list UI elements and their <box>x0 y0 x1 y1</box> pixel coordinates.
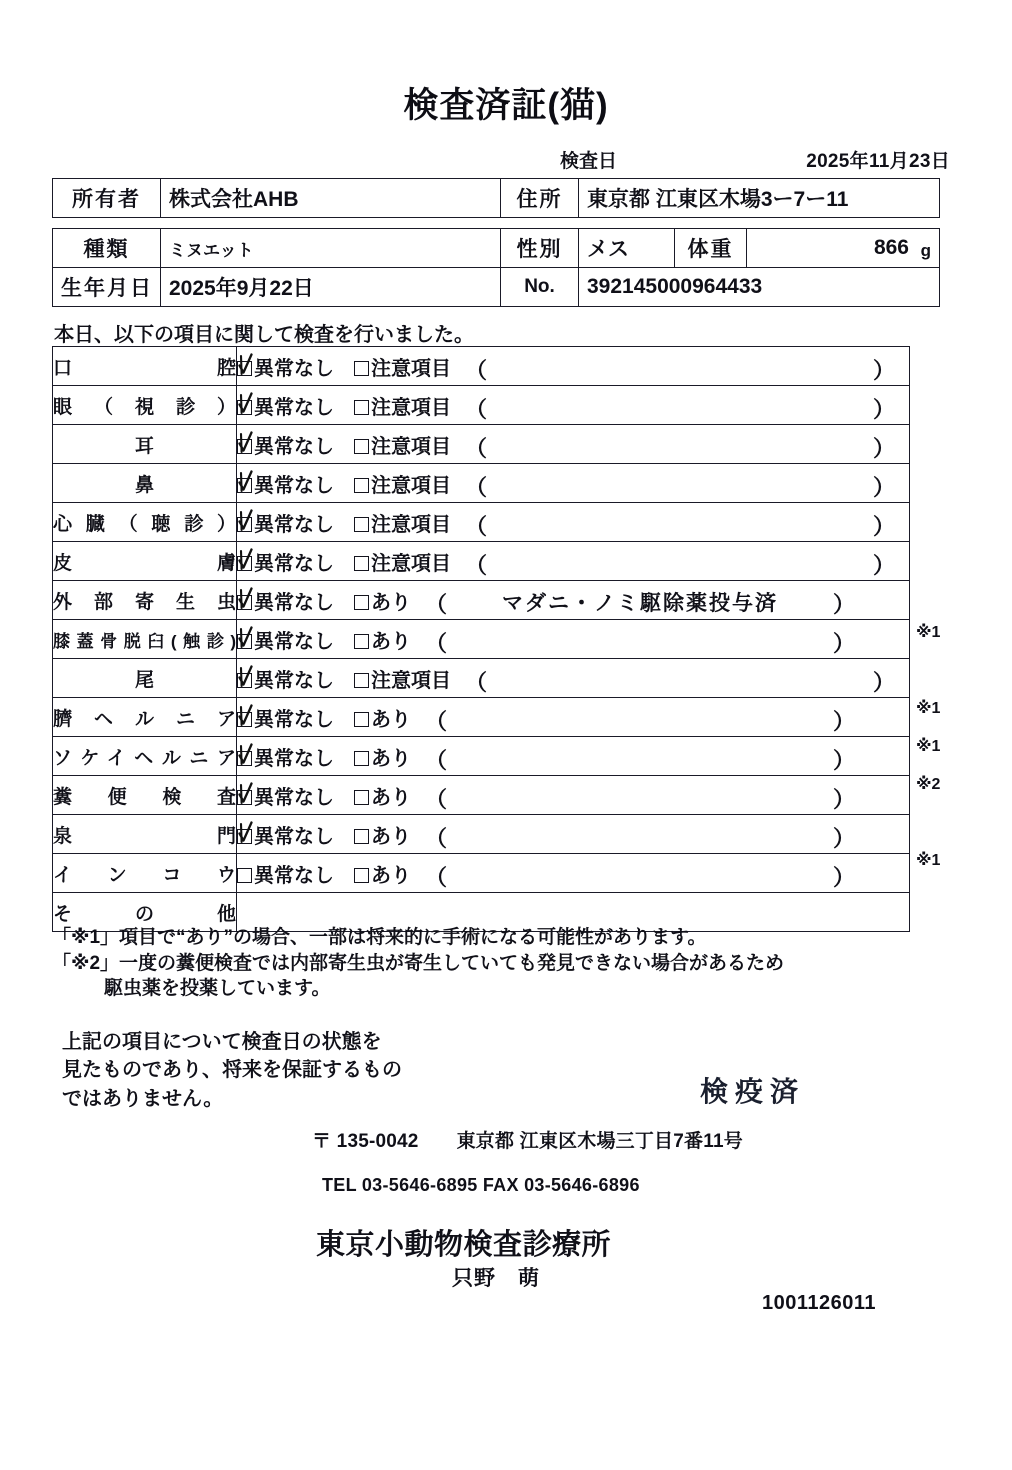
paren-close: ） <box>832 826 855 851</box>
option-secondary[interactable] <box>354 508 451 537</box>
option-normal[interactable] <box>237 859 334 888</box>
option-normal-label: 異常なし <box>254 435 334 458</box>
checkbox-normal[interactable] <box>237 673 252 688</box>
disclaimer-line-2: 見たものであり、将来を保証するもの <box>62 1059 402 1082</box>
checkbox-normal[interactable] <box>237 517 252 532</box>
table-row <box>53 229 940 268</box>
exam-table <box>52 346 910 932</box>
inspection-date-row <box>560 146 950 172</box>
animal-no-label: No. <box>501 268 579 307</box>
option-secondary-label: あり <box>371 786 411 809</box>
footnote-2: 「※2」一度の糞便検査では内部寄生虫が寄生していても発見できない場合があるため <box>52 952 785 974</box>
birthday-value: 2025年9月22日 <box>161 268 501 307</box>
option-normal-label: 異常なし <box>254 396 334 419</box>
option-normal-label: 異常なし <box>254 786 334 809</box>
exam-row <box>53 737 910 776</box>
checkbox-secondary[interactable] <box>354 673 369 688</box>
exam-row-label: 臍ヘルニア <box>53 698 237 737</box>
option-normal-label: 異常なし <box>254 474 334 497</box>
option-normal[interactable] <box>237 586 334 615</box>
clinic-address-text: 東京都 江東区木場三丁目7番11号 <box>456 1131 743 1152</box>
checkbox-secondary[interactable] <box>354 868 369 883</box>
paren-open: （ <box>425 865 448 890</box>
option-secondary[interactable] <box>354 781 411 810</box>
checkbox-secondary[interactable] <box>354 400 369 415</box>
option-secondary[interactable] <box>354 352 451 381</box>
paren-close: ） <box>872 670 895 695</box>
option-normal[interactable] <box>237 352 334 381</box>
exam-row-options <box>237 542 910 581</box>
option-secondary-label: 注意項目 <box>371 435 451 458</box>
option-secondary[interactable] <box>354 430 451 459</box>
paren-open: （ <box>465 397 488 422</box>
owner-label: 所有者 <box>53 179 161 218</box>
option-secondary-label: あり <box>371 864 411 887</box>
animal-no-value: 392145000964433 <box>579 268 940 307</box>
checkbox-normal[interactable] <box>237 751 252 766</box>
exam-row-label: 鼻 <box>53 464 237 503</box>
clinic-address <box>312 1126 743 1153</box>
option-secondary-label: 注意項目 <box>371 396 451 419</box>
clinic-person: 只野 萌 <box>452 1267 540 1290</box>
option-secondary-label: 注意項目 <box>371 474 451 497</box>
option-normal-label: 異常なし <box>254 591 334 614</box>
paren-close: ） <box>872 475 895 500</box>
exam-row-options <box>237 464 910 503</box>
paren-open: （ <box>465 670 488 695</box>
owner-value: 株式会社AHB <box>161 179 501 218</box>
checkbox-secondary[interactable] <box>354 751 369 766</box>
option-normal[interactable] <box>237 703 334 732</box>
checkbox-secondary[interactable] <box>354 829 369 844</box>
weight-value: 866 <box>873 236 909 259</box>
exam-row-label: 尾 <box>53 659 237 698</box>
table-row <box>53 268 940 307</box>
option-normal-label: 異常なし <box>254 747 334 770</box>
option-normal-label: 異常なし <box>254 825 334 848</box>
paren-close: ） <box>832 592 855 617</box>
option-secondary[interactable] <box>354 625 411 654</box>
sex-value: メス <box>579 229 675 268</box>
paren-open: （ <box>425 631 448 656</box>
checkbox-normal[interactable] <box>237 361 252 376</box>
exam-row <box>53 503 910 542</box>
checkbox-secondary[interactable] <box>354 361 369 376</box>
option-normal[interactable] <box>237 508 334 537</box>
owner-table <box>52 178 940 218</box>
checkbox-normal[interactable] <box>237 595 252 610</box>
paren-close: ） <box>872 358 895 383</box>
exam-row-options <box>237 854 910 893</box>
paren-open: （ <box>465 358 488 383</box>
option-normal[interactable] <box>237 625 334 654</box>
paren-open: （ <box>425 592 448 617</box>
birthday-label: 生年月日 <box>53 268 161 307</box>
exam-row-marker: ※1 <box>916 738 941 755</box>
exam-row-marker: ※1 <box>916 700 941 717</box>
paren-close: ） <box>872 397 895 422</box>
exam-row-label: 外部寄生虫 <box>53 581 237 620</box>
option-secondary-label: あり <box>371 630 411 653</box>
checkbox-normal[interactable] <box>237 790 252 805</box>
exam-row-options <box>237 815 910 854</box>
option-secondary-label: あり <box>371 747 411 770</box>
checkbox-normal[interactable] <box>237 478 252 493</box>
checkbox-normal[interactable] <box>237 556 252 571</box>
exam-row <box>53 425 910 464</box>
checkbox-normal[interactable] <box>237 868 252 883</box>
option-normal[interactable] <box>237 547 334 576</box>
option-normal[interactable] <box>237 781 334 810</box>
exam-row-label: 耳 <box>53 425 237 464</box>
option-normal[interactable] <box>237 742 334 771</box>
exam-row-label: 糞便検査 <box>53 776 237 815</box>
checkbox-secondary[interactable] <box>354 595 369 610</box>
paren-close: ） <box>832 631 855 656</box>
checkbox-secondary[interactable] <box>354 517 369 532</box>
option-normal[interactable] <box>237 820 334 849</box>
option-normal-label: 異常なし <box>254 669 334 692</box>
exam-row-label: 皮 膚 <box>53 542 237 581</box>
exam-row-options <box>237 347 910 386</box>
exam-row-label: 心臓（聴診） <box>53 503 237 542</box>
exam-row-options <box>237 503 910 542</box>
weight-unit: g <box>920 241 931 260</box>
option-secondary-label: 注意項目 <box>371 357 451 380</box>
paren-open: （ <box>465 514 488 539</box>
paren-close: ） <box>872 514 895 539</box>
option-secondary-label: 注意項目 <box>371 669 451 692</box>
checkbox-normal[interactable] <box>237 634 252 649</box>
option-normal[interactable] <box>237 469 334 498</box>
weight-label: 体重 <box>675 229 747 268</box>
option-secondary-label: 注意項目 <box>371 552 451 575</box>
option-normal-label: 異常なし <box>254 630 334 653</box>
paren-close: ） <box>832 748 855 773</box>
option-secondary-label: あり <box>371 708 411 731</box>
option-secondary[interactable] <box>354 742 411 771</box>
sex-label: 性別 <box>501 229 579 268</box>
option-secondary-label: あり <box>371 591 411 614</box>
paren-open: （ <box>465 436 488 461</box>
checkbox-secondary[interactable] <box>354 790 369 805</box>
exam-row-options <box>237 698 910 737</box>
option-secondary[interactable] <box>354 586 411 615</box>
option-secondary[interactable] <box>354 391 451 420</box>
footnote-3: 駆虫薬を投薬しています。 <box>104 978 331 1000</box>
paren-open: （ <box>425 826 448 851</box>
exam-row-options <box>237 620 910 659</box>
checkbox-normal[interactable] <box>237 712 252 727</box>
exam-row-label: ソケイヘルニア <box>53 737 237 776</box>
exam-row <box>53 698 910 737</box>
option-normal[interactable] <box>237 391 334 420</box>
exam-row <box>53 581 910 620</box>
exam-statement: 本日、以下の項目に関して検査を行いました。 <box>54 324 474 346</box>
paren-close: ） <box>832 787 855 812</box>
option-secondary[interactable] <box>354 547 451 576</box>
paren-close: ） <box>832 709 855 734</box>
exam-row-marker: ※1 <box>916 624 941 641</box>
option-secondary[interactable] <box>354 820 411 849</box>
exam-row-label: インコウ <box>53 854 237 893</box>
inspection-date-label: 検査日 <box>560 151 618 172</box>
exam-row <box>53 854 910 893</box>
paren-open: （ <box>465 475 488 500</box>
exam-note-text: マダニ・ノミ駆除薬投与済 <box>502 592 778 615</box>
option-normal-label: 異常なし <box>254 708 334 731</box>
exam-row-label: 眼（視診） <box>53 386 237 425</box>
checkbox-secondary[interactable] <box>354 712 369 727</box>
weight-value-cell <box>747 229 940 268</box>
address-label: 住所 <box>501 179 579 218</box>
paren-open: （ <box>465 553 488 578</box>
exam-row <box>53 347 910 386</box>
exam-row-marker: ※2 <box>916 776 941 793</box>
address-value: 東京都 江東区木場3ー7ー11 <box>579 179 940 218</box>
exam-row-label: 膝蓋骨脱臼(触診) <box>53 620 237 659</box>
option-normal-label: 異常なし <box>254 513 334 536</box>
disclaimer <box>62 1028 462 1113</box>
footnotes <box>52 925 952 1002</box>
exam-row-options <box>237 581 910 620</box>
quarantine-stamp: 検疫済 <box>700 1076 806 1107</box>
disclaimer-line-3: ではありません。 <box>62 1087 224 1110</box>
checkbox-normal[interactable] <box>237 400 252 415</box>
exam-row-label: そ の 他 <box>53 893 237 932</box>
breed-label: 種類 <box>53 229 161 268</box>
paren-close: ） <box>872 436 895 461</box>
exam-row-marker: ※1 <box>916 852 941 869</box>
page-title: 検査済証(猫) <box>403 86 609 125</box>
option-secondary[interactable] <box>354 703 411 732</box>
checkbox-secondary[interactable] <box>354 556 369 571</box>
checkbox-secondary[interactable] <box>354 634 369 649</box>
exam-row-options <box>237 776 910 815</box>
option-secondary-label: 注意項目 <box>371 513 451 536</box>
table-row <box>53 179 940 218</box>
exam-row <box>53 776 910 815</box>
breed-value: ミヌエット <box>161 229 501 268</box>
checkbox-normal[interactable] <box>237 439 252 454</box>
inspection-date-value: 2025年11月23日 <box>806 151 950 172</box>
option-secondary-label: あり <box>371 825 411 848</box>
paren-open: （ <box>425 748 448 773</box>
exam-row-options <box>237 386 910 425</box>
exam-row-options <box>237 737 910 776</box>
paren-open: （ <box>425 787 448 812</box>
exam-row-options <box>237 425 910 464</box>
exam-row-label: 口 腔 <box>53 347 237 386</box>
option-normal-label: 異常なし <box>254 864 334 887</box>
exam-row <box>53 659 910 698</box>
clinic-telephone: TEL 03-5646-6895 FAX 03-5646-6896 <box>322 1175 640 1195</box>
option-normal[interactable] <box>237 430 334 459</box>
exam-row <box>53 464 910 503</box>
paren-close: ） <box>872 553 895 578</box>
checkbox-normal[interactable] <box>237 829 252 844</box>
option-secondary[interactable] <box>354 469 451 498</box>
exam-row <box>53 542 910 581</box>
option-normal[interactable] <box>237 664 334 693</box>
exam-row-options <box>237 659 910 698</box>
clinic-zip: 〒 135-0042 <box>312 1131 419 1152</box>
paren-close: ） <box>832 865 855 890</box>
paren-open: （ <box>425 709 448 734</box>
option-secondary[interactable] <box>354 664 451 693</box>
option-secondary[interactable] <box>354 859 411 888</box>
checkbox-secondary[interactable] <box>354 439 369 454</box>
exam-row <box>53 386 910 425</box>
exam-row <box>53 815 910 854</box>
disclaimer-line-1: 上記の項目について検査日の状態を <box>62 1031 382 1053</box>
clinic-name: 東京小動物検査診療所 <box>316 1229 612 1261</box>
footnote-1: 「※1」項目で“あり”の場合、一部は将来的に手術になる可能性があります。 <box>52 927 707 948</box>
option-normal-label: 異常なし <box>254 552 334 575</box>
checkbox-secondary[interactable] <box>354 478 369 493</box>
exam-row-label: 泉 門 <box>53 815 237 854</box>
option-normal-label: 異常なし <box>254 357 334 380</box>
serial-number: 1001126011 <box>762 1292 877 1314</box>
animal-table <box>52 228 940 307</box>
exam-row <box>53 620 910 659</box>
